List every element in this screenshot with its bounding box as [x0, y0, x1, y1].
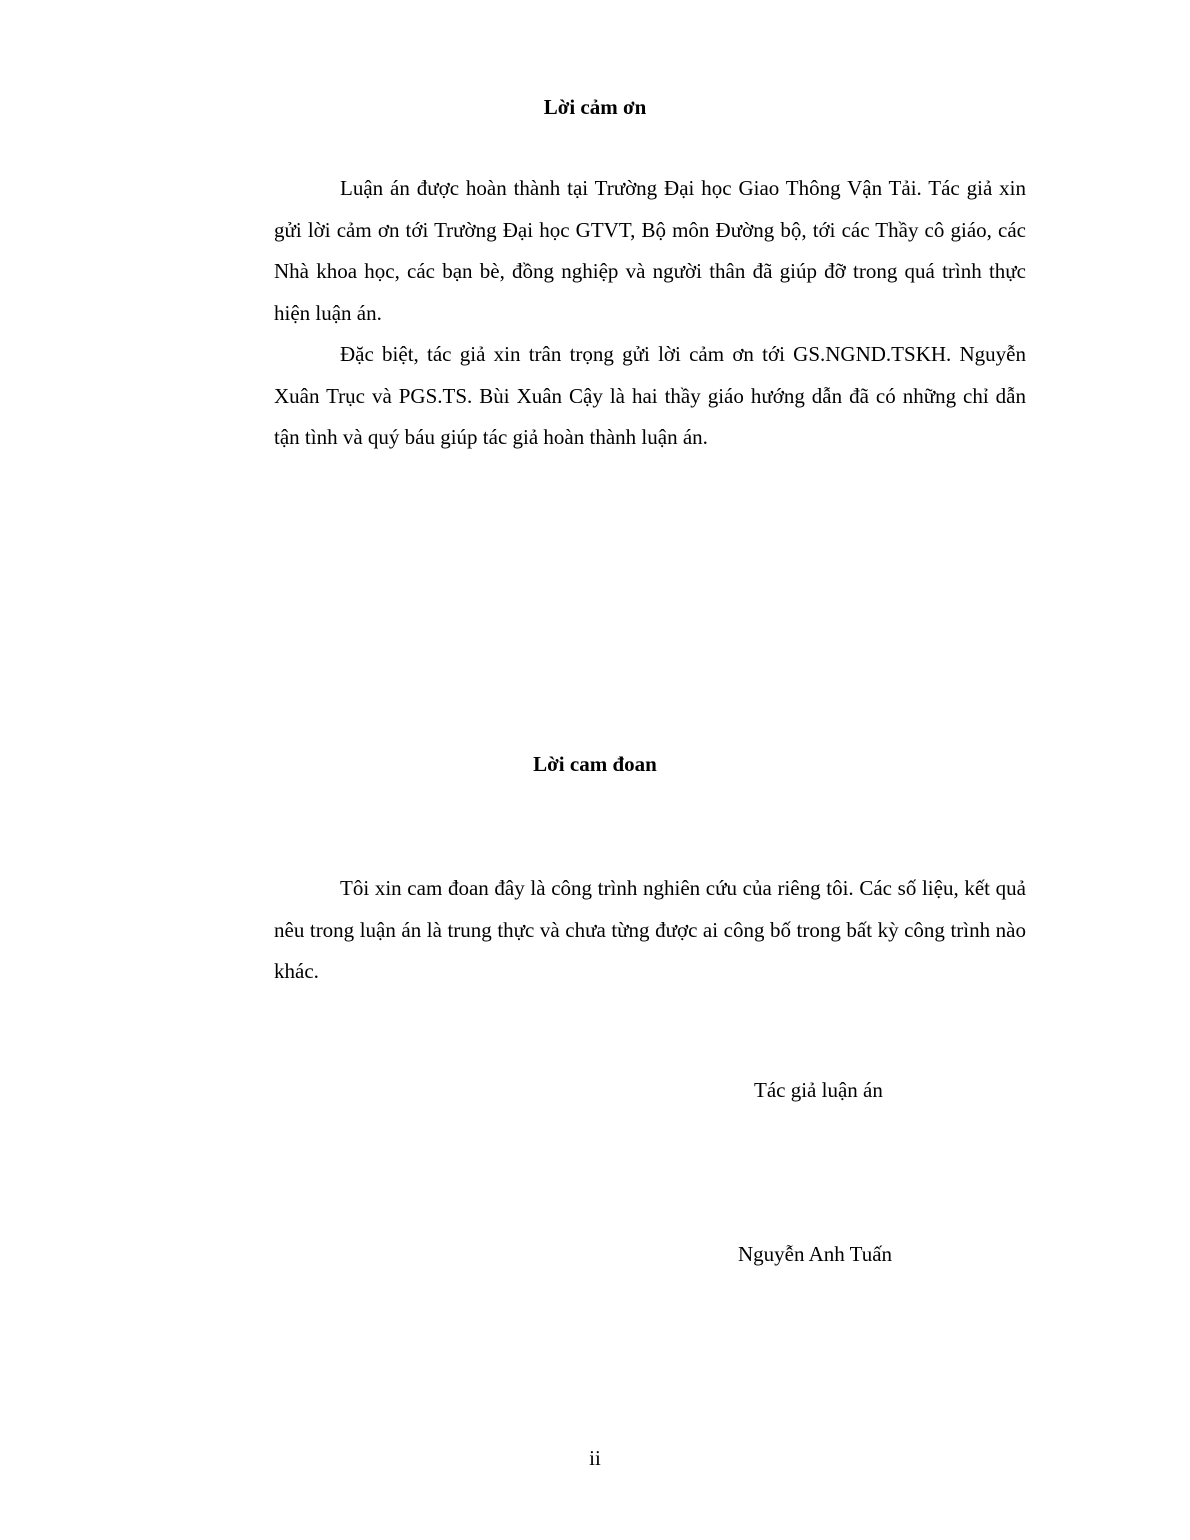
page-number: ii	[589, 1446, 601, 1470]
signature-role: Tác giả luận án	[754, 1078, 883, 1102]
declaration-body	[274, 868, 1026, 993]
acknowledgement-paragraph-1: Luận án được hoàn thành tại Trường Đại học Giao Thông Vận Tải. Tác giả xin gửi lời cảm ơn tới Trường Đại học GTVT, Bộ môn Đường bộ, tới các Thầy cô giáo, các Nhà khoa học, các bạn bè, đồng nghiệp và người thân đã giúp đỡ trong quá trình thực hiện luận án.	[274, 176, 1026, 325]
signature-name: Nguyễn Anh Tuấn	[738, 1242, 893, 1266]
declaration-title: Lời cam đoan	[533, 752, 657, 776]
acknowledgement-paragraph-2: Đặc biệt, tác giả xin trân trọng gửi lời cảm ơn tới GS.NGND.TSKH. Nguyễn Xuân Trục và PGS.TS. Bùi Xuân Cậy là hai thầy giáo hướng dẫn đã có những chỉ dẫn tận tình và quý báu giúp tác giả hoàn thành luận án.	[274, 342, 1026, 449]
acknowledgement-body	[274, 168, 1026, 459]
acknowledgement-title: Lời cảm ơn	[543, 95, 647, 119]
declaration-paragraph-1: Tôi xin cam đoan đây là công trình nghiên cứu của riêng tôi. Các số liệu, kết quả nêu trong luận án là trung thực và chưa từng được ai công bố trong bất kỳ công trình nào khác.	[274, 876, 1026, 983]
